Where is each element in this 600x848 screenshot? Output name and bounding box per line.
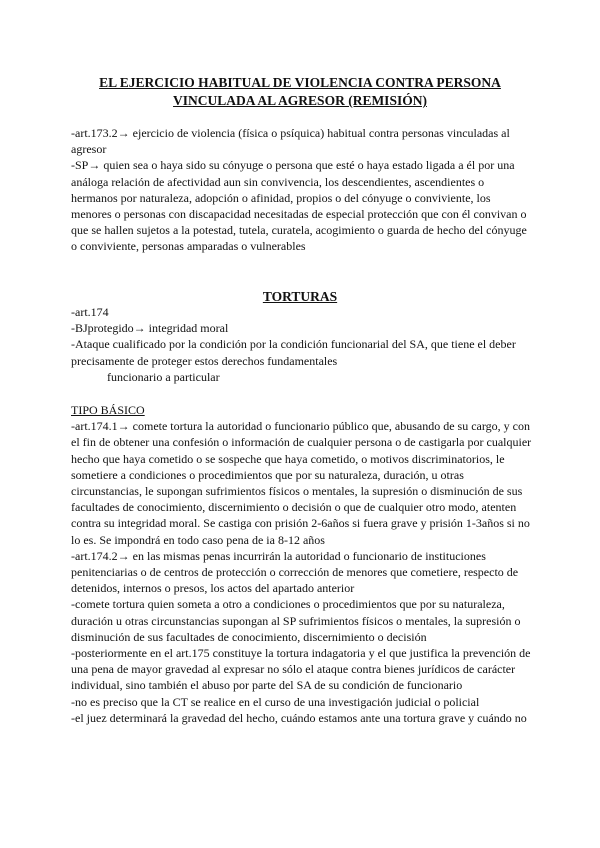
tipo-basico-paragraph-2: -art.174.2→ en las mismas penas incurrirán la autoridad o funcionario de instituciones penitenciarias o de centros de protección o corrección de menores que cometiere, respecto de detenidos, internos o presos, los actos del apartado anterior <box>71 548 519 596</box>
tipo-basico-paragraph-6: -el juez determinará la gravedad del hecho, cuándo estamos ante una tortura grave y cuándo no <box>71 710 527 725</box>
title-line-1: EL EJERCICIO HABITUAL DE VIOLENCIA CONTRA PERSONA <box>99 75 501 90</box>
tipo-basico-paragraph-3: -comete tortura quien someta a otro a condiciones o procedimientos que por su naturaleza, duración u otras circunstancias supongan al SP sufrimientos físicos o mentales, la supresión o disminución de sus facultades de conocimiento, discernimiento o decisión <box>71 597 521 644</box>
torturas-line-1: -art.174 <box>71 305 109 319</box>
funcionario-line: funcionario a particular <box>107 369 220 384</box>
tipo-basico-paragraph-4: -posteriormente en el art.175 constituye la tortura indagatoria y el que justifica la prevención de una pena de mayor gravedad al expresar no sólo el ataque contra bienes jurídicos de carácter individual, sino también el abuso por parte del SA de su condición de funcionario <box>71 646 531 693</box>
section-title-torturas: TORTURAS <box>262 289 338 304</box>
torturas-line-3: -Ataque cualificado por la condición por la condición funcionarial del SA, que tiene el deber precisamente de proteger estos derechos fundamentales <box>71 337 516 368</box>
document-title <box>60 74 540 110</box>
title-line-2: VINCULADA AL AGRESOR (REMISIÓN) <box>173 93 427 108</box>
torturas-block <box>71 304 533 385</box>
tipo-basico-paragraph-5: -no es preciso que la CT se realice en el curso de una investigación judicial o policial <box>71 694 480 709</box>
intro-block <box>71 125 533 255</box>
torturas-line-2: -BJprotegido→ integridad moral <box>71 321 229 336</box>
intro-paragraph-2: -SP→ quien sea o haya sido su cónyuge o persona que esté o haya estado ligada a él por una análoga relación de afectividad aun sin convivencia, los descendientes, ascendientes o hermanos por naturaleza, adopción o afinidad, propios o del cónyuge o conviviente, los menores o personas con discapacidad necesitadas de especial protección que con él convivan o que se hallen sujetos a la potestad, tutela, curatela, acogimiento o guarda de hecho del cónyuge o conviviente, personas amparadas o vulnerables <box>71 158 527 254</box>
tipo-basico-heading: TIPO BÁSICO <box>71 403 145 417</box>
tipo-basico-block <box>71 402 533 726</box>
tipo-basico-paragraph-1: -art.174.1→ comete tortura la autoridad o funcionario público que, abusando de su cargo, y con el fin de obtener una confesión o información de cualquier persona o de castigarla por cualquier hecho que haya cometido o se sospeche que haya cometido, o motivos discriminatorios, le sometiere a condiciones o procedimientos que por su naturaleza, duración, u otras circunstancias, le supongan sufrimientos físicos o mentales, la supresión o disminución de sus facultades de conocimiento, discernimiento o decisión o que de cualquier otro modo, atenten contra su integridad moral. Se castiga con prisión 2-6años si fuera grave y prisión 1-3años si no lo es. Se impondrá en todo caso pena de ia 8-12 años <box>71 419 532 547</box>
intro-paragraph-1: -art.173.2→ ejercicio de violencia (física o psíquica) habitual contra personas vinculadas al agresor <box>71 126 510 157</box>
